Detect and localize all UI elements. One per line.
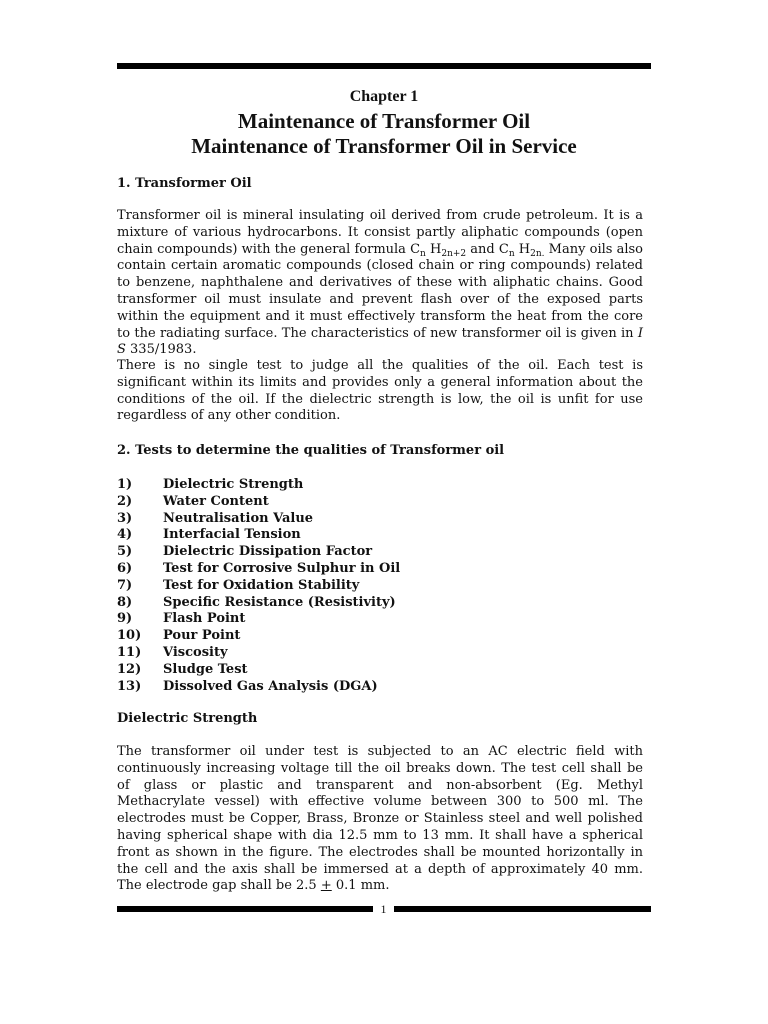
list-item-number: 1): [117, 477, 133, 492]
list-item-label: Dissolved Gas Analysis (DGA): [163, 678, 378, 694]
list-item-label: Neutralisation Value: [163, 510, 314, 526]
bottom-rule-right: [394, 906, 651, 912]
list-item: [117, 645, 537, 662]
list-item-label: Water Content: [163, 493, 269, 509]
list-item-label: Specific Resistance (Resistivity): [163, 594, 396, 610]
list-item: [117, 611, 537, 628]
list-item-number: 2): [117, 493, 133, 509]
list-item: [117, 477, 537, 494]
title-line-1: Maintenance of Transformer Oil: [237, 109, 531, 133]
title-line-2: Maintenance of Transformer Oil in Service: [191, 134, 577, 158]
bottom-rule-left: [117, 906, 373, 912]
list-item: [117, 578, 537, 595]
list-item-label: Pour Point: [163, 628, 241, 644]
chapter-label: Chapter 1: [349, 88, 419, 105]
page-number: 1: [380, 902, 387, 916]
list-item: [117, 595, 537, 612]
list-item: [117, 527, 537, 544]
paragraph-dielectric-strength: The transformer oil under test is subjected to an AC electric field with continuously increasing voltage till the oil breaks down. The test cell shall be of glass or plastic and transparent and non-absorbent (Eg. Methyl Methacrylate vessel) with effective volume between 300 to 500 ml. The electrodes must be Copper, Brass, Bronze or Stainless steel and well polished having spherical shape with dia 12.5 mm to 13 mm. It shall have a spherical front as shown in the figure. The electrodes shall be mounted horizontally in the cell and the axis shall be immersed at a depth of approximately 40 mm. The electrode gap shall be 2.5 + 0.1 mm.: [117, 744, 643, 894]
list-item: [117, 561, 537, 578]
list-item-number: 13): [117, 678, 142, 694]
list-item-number: 10): [117, 628, 142, 644]
list-item-label: Dielectric Dissipation Factor: [163, 544, 373, 560]
list-item-number: 11): [117, 644, 142, 660]
list-item-label: Dielectric Strength: [163, 477, 304, 492]
list-item-label: Viscosity: [163, 644, 228, 660]
list-item-label: Interfacial Tension: [163, 527, 301, 543]
list-item-number: 5): [117, 544, 133, 560]
list-item: [117, 662, 537, 679]
paragraph-transformer-oil: Transformer oil is mineral insulating oil derived from crude petroleum. It is a mixture of various hydrocarbons. It consist partly aliphatic compounds (open chain compounds) with the general formula $C_n$ $H_{2n+2}$ and $C_n$ $H_{2n.}$ Many oils also contain certain aromatic compounds (closed chain or ring compounds) related to benzene, naphthalene and derivatives of these with aliphatic chains. Good transformer oil must insulate and prevent flash over of the exposed parts within the equipment and it must effectively transform the heat from the core to the radiating surface. The characteristics of new transformer oil is given in I S 335/1983.: [117, 208, 643, 358]
list-item-number: 12): [117, 661, 142, 677]
list-item-number: 9): [117, 611, 133, 627]
list-item-label: Test for Corrosive Sulphur in Oil: [163, 560, 401, 576]
section-heading-dielectric-strength: Dielectric Strength: [117, 711, 258, 726]
top-rule: [117, 63, 651, 69]
list-item: [117, 494, 537, 511]
list-item-number: 4): [117, 527, 133, 543]
section-heading-tests: 2. Tests to determine the qualities of Transformer oil: [117, 443, 505, 458]
list-item: [117, 679, 537, 696]
list-item-number: 6): [117, 560, 133, 576]
list-item-label: Sludge Test: [163, 661, 248, 677]
list-item: [117, 544, 537, 561]
list-item: [117, 511, 537, 528]
list-item: [117, 628, 537, 645]
list-item-number: 3): [117, 510, 133, 526]
list-item-number: 8): [117, 594, 133, 610]
list-item-label: Test for Oxidation Stability: [163, 577, 360, 593]
section-heading-transformer-oil: 1. Transformer Oil: [117, 176, 252, 191]
tests-list: [117, 477, 537, 695]
list-item-number: 7): [117, 577, 133, 593]
paragraph-single-test: There is no single test to judge all the qualities of the oil. Each test is significant within its limits and provides only a general information about the conditions of the oil. If the dielectric strength is low, the oil is unfit for use regardless of any other condition.: [117, 358, 643, 424]
list-item-label: Flash Point: [163, 611, 246, 627]
